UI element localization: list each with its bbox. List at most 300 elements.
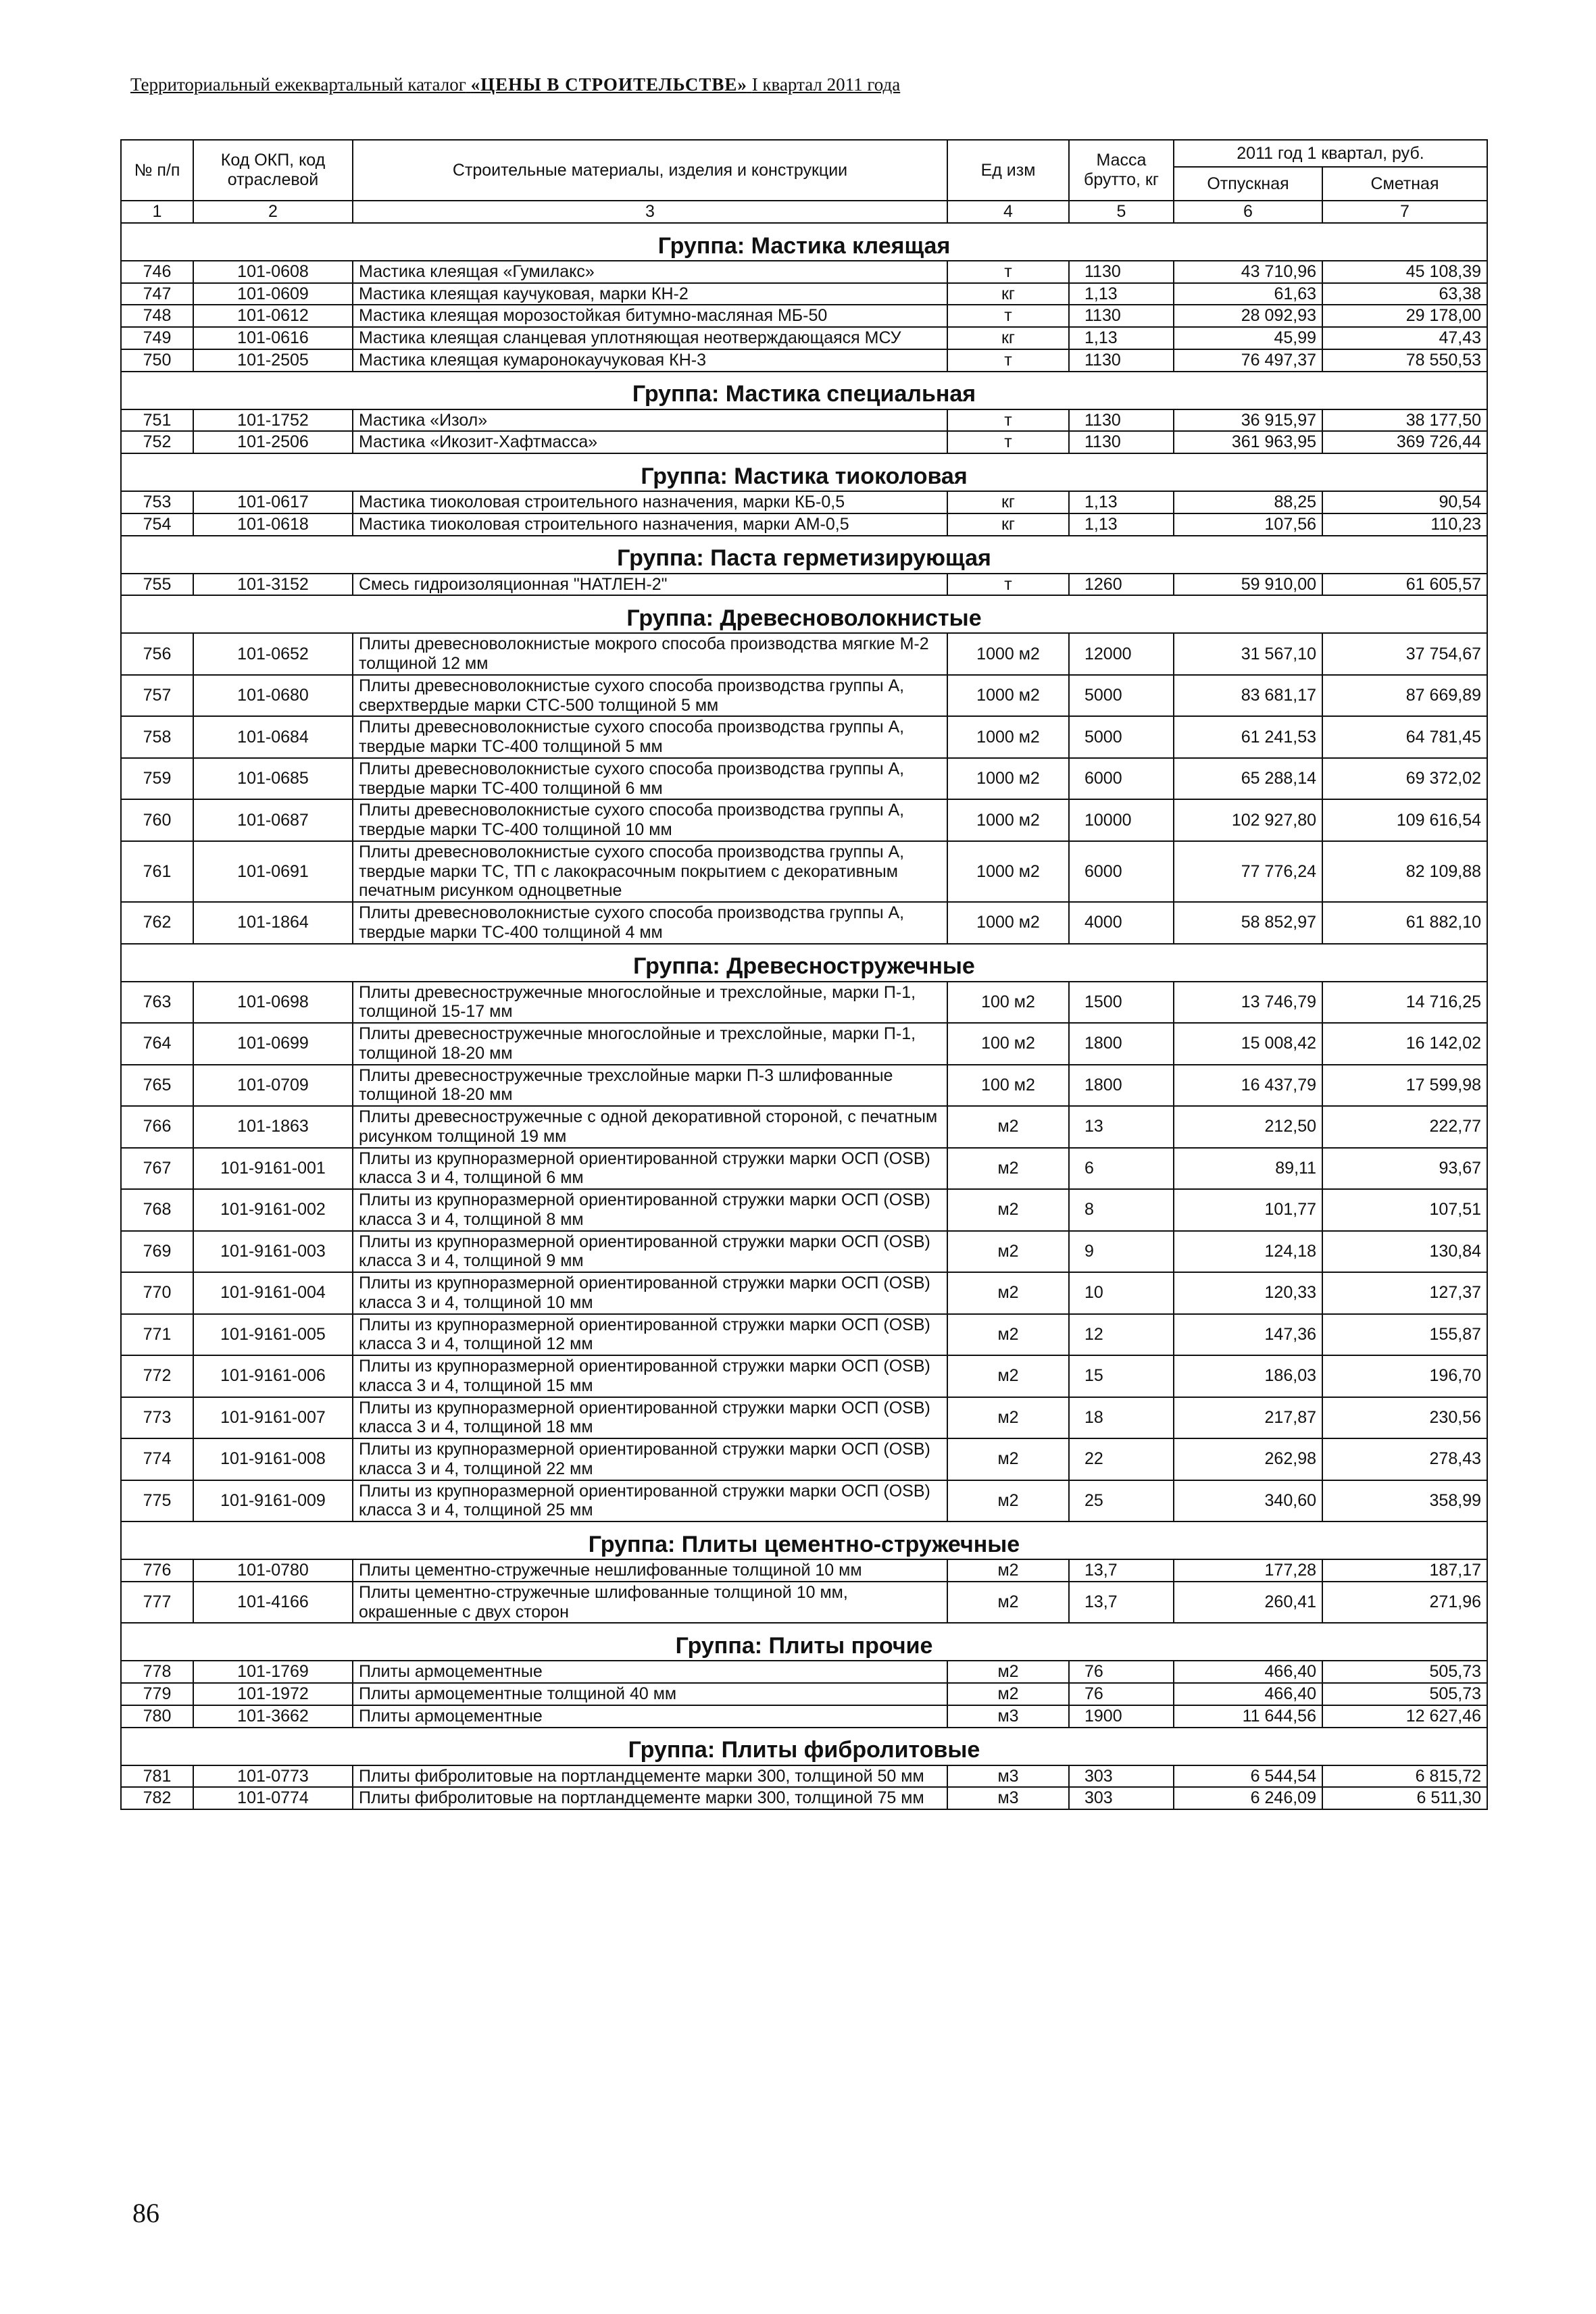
- estimate-price: 78 550,53: [1322, 349, 1487, 372]
- row-number: 761: [121, 841, 193, 902]
- okp-code: 101-3152: [193, 574, 353, 596]
- table-row: [121, 1272, 1487, 1314]
- material-name: Плиты древесноволокнистые сухого способа производства группы А, твердые марки ТС-400 толщиной 4 мм: [353, 902, 947, 944]
- table-row: [121, 633, 1487, 675]
- group-title: Группа: Плиты прочие: [121, 1623, 1487, 1661]
- col-header-code: Код ОКП, код отраслевой: [193, 140, 353, 201]
- release-price: 6 246,09: [1174, 1787, 1322, 1809]
- material-name: Мастика тиоколовая строительного назначения, марки КБ-0,5: [353, 491, 947, 513]
- table-row: [121, 1582, 1487, 1624]
- gross-mass: 1130: [1069, 305, 1174, 327]
- gross-mass: 303: [1069, 1765, 1174, 1788]
- okp-code: 101-9161-006: [193, 1355, 353, 1397]
- material-name: Мастика тиоколовая строительного назначения, марки АМ-0,5: [353, 513, 947, 536]
- material-name: Мастика «Изол»: [353, 409, 947, 432]
- estimate-price: 196,70: [1322, 1355, 1487, 1397]
- estimate-price: 87 669,89: [1322, 675, 1487, 717]
- table-row: [121, 1106, 1487, 1148]
- unit: м2: [947, 1397, 1069, 1439]
- okp-code: 101-9161-005: [193, 1314, 353, 1356]
- material-name: Мастика клеящая «Гумилакс»: [353, 261, 947, 283]
- gross-mass: 1,13: [1069, 283, 1174, 305]
- estimate-price: 271,96: [1322, 1582, 1487, 1624]
- gross-mass: 13: [1069, 1106, 1174, 1148]
- row-number: 752: [121, 431, 193, 453]
- okp-code: 101-4166: [193, 1582, 353, 1624]
- unit: м3: [947, 1787, 1069, 1809]
- gross-mass: 1800: [1069, 1065, 1174, 1107]
- estimate-price: 278,43: [1322, 1438, 1487, 1480]
- table-row: [121, 1661, 1487, 1683]
- row-number: 754: [121, 513, 193, 536]
- estimate-price: 6 815,72: [1322, 1765, 1487, 1788]
- row-number: 776: [121, 1559, 193, 1582]
- material-name: Плиты армоцементные: [353, 1705, 947, 1728]
- row-number: 768: [121, 1189, 193, 1231]
- row-number: 782: [121, 1787, 193, 1809]
- gross-mass: 1130: [1069, 261, 1174, 283]
- okp-code: 101-0699: [193, 1023, 353, 1065]
- unit: м2: [947, 1314, 1069, 1356]
- table-row: [121, 409, 1487, 432]
- material-name: Плиты из крупноразмерной ориентированной стружки марки ОСП (OSB) класса 3 и 4, толщиной 25 мм: [353, 1480, 947, 1522]
- gross-mass: 10000: [1069, 799, 1174, 841]
- unit: кг: [947, 327, 1069, 349]
- okp-code: 101-0774: [193, 1787, 353, 1809]
- group-header-row: [121, 1623, 1487, 1661]
- unit: кг: [947, 283, 1069, 305]
- release-price: 147,36: [1174, 1314, 1322, 1356]
- table-row: [121, 283, 1487, 305]
- okp-code: 101-0608: [193, 261, 353, 283]
- gross-mass: 10: [1069, 1272, 1174, 1314]
- release-price: 15 008,42: [1174, 1023, 1322, 1065]
- material-name: Плиты из крупноразмерной ориентированной стружки марки ОСП (OSB) класса 3 и 4, толщиной 8 мм: [353, 1189, 947, 1231]
- page-header: [130, 74, 1448, 95]
- material-name: Плиты древесностружечные многослойные и трехслойные, марки П-1, толщиной 18-20 мм: [353, 1023, 947, 1065]
- table-row: [121, 1189, 1487, 1231]
- okp-code: 101-0617: [193, 491, 353, 513]
- unit: т: [947, 431, 1069, 453]
- release-price: 28 092,93: [1174, 305, 1322, 327]
- row-number: 757: [121, 675, 193, 717]
- gross-mass: 1130: [1069, 349, 1174, 372]
- column-number: 3: [353, 201, 947, 223]
- unit: 1000 м2: [947, 799, 1069, 841]
- release-price: 466,40: [1174, 1661, 1322, 1683]
- release-price: 45,99: [1174, 327, 1322, 349]
- gross-mass: 303: [1069, 1787, 1174, 1809]
- gross-mass: 18: [1069, 1397, 1174, 1439]
- okp-code: 101-0773: [193, 1765, 353, 1788]
- okp-code: 101-0616: [193, 327, 353, 349]
- group-title: Группа: Паста герметизирующая: [121, 536, 1487, 574]
- table-row: [121, 1559, 1487, 1582]
- release-price: 61 241,53: [1174, 716, 1322, 758]
- unit: м2: [947, 1559, 1069, 1582]
- unit: 1000 м2: [947, 675, 1069, 717]
- unit: кг: [947, 513, 1069, 536]
- gross-mass: 1800: [1069, 1023, 1174, 1065]
- header-prefix: Территориальный ежеквартальный каталог: [130, 74, 466, 95]
- material-name: Плиты древесноволокнистые сухого способа производства группы А, твердые марки ТС-400 толщиной 5 мм: [353, 716, 947, 758]
- release-price: 11 644,56: [1174, 1705, 1322, 1728]
- material-name: Мастика клеящая каучуковая, марки КН-2: [353, 283, 947, 305]
- gross-mass: 13,7: [1069, 1582, 1174, 1624]
- row-number: 751: [121, 409, 193, 432]
- row-number: 758: [121, 716, 193, 758]
- gross-mass: 1,13: [1069, 491, 1174, 513]
- group-title: Группа: Мастика клеящая: [121, 223, 1487, 261]
- okp-code: 101-0652: [193, 633, 353, 675]
- group-title: Группа: Плиты фибролитовые: [121, 1728, 1487, 1765]
- table-row: [121, 675, 1487, 717]
- table-row: [121, 1480, 1487, 1522]
- release-price: 88,25: [1174, 491, 1322, 513]
- group-header-row: [121, 1521, 1487, 1559]
- unit: 1000 м2: [947, 716, 1069, 758]
- unit: м3: [947, 1765, 1069, 1788]
- okp-code: 101-9161-004: [193, 1272, 353, 1314]
- estimate-price: 64 781,45: [1322, 716, 1487, 758]
- estimate-price: 187,17: [1322, 1559, 1487, 1582]
- table-row: [121, 841, 1487, 902]
- col-header-name: Строительные материалы, изделия и конструкции: [353, 140, 947, 201]
- estimate-price: 127,37: [1322, 1272, 1487, 1314]
- release-price: 31 567,10: [1174, 633, 1322, 675]
- release-price: 260,41: [1174, 1582, 1322, 1624]
- okp-code: 101-2505: [193, 349, 353, 372]
- row-number: 773: [121, 1397, 193, 1439]
- material-name: Плиты древесностружечные многослойные и трехслойные, марки П-1, толщиной 15-17 мм: [353, 982, 947, 1024]
- unit: т: [947, 261, 1069, 283]
- material-name: Плиты из крупноразмерной ориентированной стружки марки ОСП (OSB) класса 3 и 4, толщиной 6 мм: [353, 1148, 947, 1190]
- okp-code: 101-0618: [193, 513, 353, 536]
- unit: 1000 м2: [947, 902, 1069, 944]
- estimate-price: 505,73: [1322, 1661, 1487, 1683]
- unit: м2: [947, 1582, 1069, 1624]
- release-price: 102 927,80: [1174, 799, 1322, 841]
- okp-code: 101-0612: [193, 305, 353, 327]
- gross-mass: 1900: [1069, 1705, 1174, 1728]
- gross-mass: 25: [1069, 1480, 1174, 1522]
- row-number: 767: [121, 1148, 193, 1190]
- okp-code: 101-1972: [193, 1683, 353, 1705]
- okp-code: 101-9161-007: [193, 1397, 353, 1439]
- unit: м2: [947, 1231, 1069, 1273]
- row-number: 746: [121, 261, 193, 283]
- table-body: [121, 223, 1487, 1809]
- table-row: [121, 758, 1487, 800]
- group-header-row: [121, 223, 1487, 261]
- estimate-price: 45 108,39: [1322, 261, 1487, 283]
- row-number: 755: [121, 574, 193, 596]
- table-row: [121, 902, 1487, 944]
- column-number: 7: [1322, 201, 1487, 223]
- row-number: 763: [121, 982, 193, 1024]
- okp-code: 101-2506: [193, 431, 353, 453]
- material-name: Мастика «Икозит-Хафтмасса»: [353, 431, 947, 453]
- table-row: [121, 716, 1487, 758]
- material-name: Мастика клеящая морозостойкая битумно-масляная МБ-50: [353, 305, 947, 327]
- unit: м2: [947, 1148, 1069, 1190]
- gross-mass: 6: [1069, 1148, 1174, 1190]
- okp-code: 101-9161-008: [193, 1438, 353, 1480]
- gross-mass: 8: [1069, 1189, 1174, 1231]
- table-row: [121, 349, 1487, 372]
- table-row: [121, 261, 1487, 283]
- estimate-price: 110,23: [1322, 513, 1487, 536]
- estimate-price: 230,56: [1322, 1397, 1487, 1439]
- estimate-price: 6 511,30: [1322, 1787, 1487, 1809]
- okp-code: 101-3662: [193, 1705, 353, 1728]
- page-number: 86: [132, 2198, 159, 2228]
- unit: 1000 м2: [947, 841, 1069, 902]
- release-price: 177,28: [1174, 1559, 1322, 1582]
- release-price: 76 497,37: [1174, 349, 1322, 372]
- table-row: [121, 1787, 1487, 1809]
- estimate-price: 61 882,10: [1322, 902, 1487, 944]
- unit: 100 м2: [947, 1023, 1069, 1065]
- release-price: 77 776,24: [1174, 841, 1322, 902]
- row-number: 769: [121, 1231, 193, 1273]
- gross-mass: 1500: [1069, 982, 1174, 1024]
- header-title: «ЦЕНЫ В СТРОИТЕЛЬСТВЕ»: [470, 74, 747, 95]
- estimate-price: 107,51: [1322, 1189, 1487, 1231]
- table-row: [121, 327, 1487, 349]
- okp-code: 101-0685: [193, 758, 353, 800]
- material-name: Плиты древесноволокнистые мокрого способа производства мягкие М-2 толщиной 12 мм: [353, 633, 947, 675]
- group-header-row: [121, 536, 1487, 574]
- table-row: [121, 305, 1487, 327]
- okp-code: 101-0609: [193, 283, 353, 305]
- release-price: 262,98: [1174, 1438, 1322, 1480]
- estimate-price: 90,54: [1322, 491, 1487, 513]
- row-number: 749: [121, 327, 193, 349]
- gross-mass: 1130: [1069, 409, 1174, 432]
- material-name: Мастика клеящая сланцевая уплотняющая неотверждающаяся МСУ: [353, 327, 947, 349]
- unit: кг: [947, 491, 1069, 513]
- table-row: [121, 431, 1487, 453]
- unit: т: [947, 574, 1069, 596]
- table-row: [121, 1355, 1487, 1397]
- okp-code: 101-0680: [193, 675, 353, 717]
- col-header-estimate: Сметная: [1322, 167, 1487, 201]
- group-header-row: [121, 1728, 1487, 1765]
- estimate-price: 82 109,88: [1322, 841, 1487, 902]
- row-number: 750: [121, 349, 193, 372]
- release-price: 89,11: [1174, 1148, 1322, 1190]
- table-row: [121, 1397, 1487, 1439]
- col-header-price: Отпускная: [1174, 167, 1322, 201]
- material-name: Плиты из крупноразмерной ориентированной стружки марки ОСП (OSB) класса 3 и 4, толщиной 10 мм: [353, 1272, 947, 1314]
- okp-code: 101-9161-003: [193, 1231, 353, 1273]
- estimate-price: 69 372,02: [1322, 758, 1487, 800]
- unit: 100 м2: [947, 982, 1069, 1024]
- material-name: Плиты древесноволокнистые сухого способа производства группы А, сверхтвердые марки СТС-500 толщиной 5 мм: [353, 675, 947, 717]
- table-row: [121, 799, 1487, 841]
- table-row: [121, 491, 1487, 513]
- estimate-price: 37 754,67: [1322, 633, 1487, 675]
- estimate-price: 93,67: [1322, 1148, 1487, 1190]
- estimate-price: 63,38: [1322, 283, 1487, 305]
- material-name: Плиты из крупноразмерной ориентированной стружки марки ОСП (OSB) класса 3 и 4, толщиной 9 мм: [353, 1231, 947, 1273]
- estimate-price: 358,99: [1322, 1480, 1487, 1522]
- header-suffix: I квартал 2011 года: [751, 74, 901, 95]
- material-name: Плиты из крупноразмерной ориентированной стружки марки ОСП (OSB) класса 3 и 4, толщиной 12 мм: [353, 1314, 947, 1356]
- material-name: Плиты из крупноразмерной ориентированной стружки марки ОСП (OSB) класса 3 и 4, толщиной 22 мм: [353, 1438, 947, 1480]
- group-header-row: [121, 595, 1487, 633]
- gross-mass: 6000: [1069, 758, 1174, 800]
- gross-mass: 76: [1069, 1661, 1174, 1683]
- okp-code: 101-9161-001: [193, 1148, 353, 1190]
- release-price: 13 746,79: [1174, 982, 1322, 1024]
- material-name: Смесь гидроизоляционная "НАТЛЕН-2": [353, 574, 947, 596]
- row-number: 770: [121, 1272, 193, 1314]
- unit: м2: [947, 1189, 1069, 1231]
- column-number: 2: [193, 201, 353, 223]
- unit: м2: [947, 1438, 1069, 1480]
- estimate-price: 222,77: [1322, 1106, 1487, 1148]
- release-price: 43 710,96: [1174, 261, 1322, 283]
- release-price: 361 963,95: [1174, 431, 1322, 453]
- row-number: 764: [121, 1023, 193, 1065]
- okp-code: 101-9161-009: [193, 1480, 353, 1522]
- release-price: 83 681,17: [1174, 675, 1322, 717]
- row-number: 775: [121, 1480, 193, 1522]
- estimate-price: 16 142,02: [1322, 1023, 1487, 1065]
- col-header-period: 2011 год 1 квартал, руб.: [1174, 140, 1487, 167]
- material-name: Плиты древесноволокнистые сухого способа производства группы А, твердые марки ТС-400 толщиной 10 мм: [353, 799, 947, 841]
- table-row: [121, 1683, 1487, 1705]
- unit: 100 м2: [947, 1065, 1069, 1107]
- okp-code: 101-1769: [193, 1661, 353, 1683]
- unit: м3: [947, 1705, 1069, 1728]
- table-row: [121, 1438, 1487, 1480]
- row-number: 778: [121, 1661, 193, 1683]
- row-number: 765: [121, 1065, 193, 1107]
- row-number: 779: [121, 1683, 193, 1705]
- estimate-price: 369 726,44: [1322, 431, 1487, 453]
- estimate-price: 155,87: [1322, 1314, 1487, 1356]
- material-name: Плиты древесноволокнистые сухого способа производства группы А, твердые марки ТС-400 толщиной 6 мм: [353, 758, 947, 800]
- row-number: 772: [121, 1355, 193, 1397]
- material-name: Плиты цементно-стружечные шлифованные толщиной 10 мм, окрашенные с двух сторон: [353, 1582, 947, 1624]
- table-row: [121, 1314, 1487, 1356]
- column-number: 6: [1174, 201, 1322, 223]
- material-name: Плиты древесноволокнистые сухого способа производства группы А, твердые марки ТС, ТП с лакокрасочным покрытием с декоративным печатным рисунком одноцветные: [353, 841, 947, 902]
- row-number: 748: [121, 305, 193, 327]
- table-row: [121, 1705, 1487, 1728]
- okp-code: 101-1863: [193, 1106, 353, 1148]
- release-price: 186,03: [1174, 1355, 1322, 1397]
- col-header-unit: Ед изм: [947, 140, 1069, 201]
- estimate-price: 38 177,50: [1322, 409, 1487, 432]
- material-name: Плиты фибролитовые на портландцементе марки 300, толщиной 75 мм: [353, 1787, 947, 1809]
- row-number: 781: [121, 1765, 193, 1788]
- gross-mass: 13,7: [1069, 1559, 1174, 1582]
- row-number: 759: [121, 758, 193, 800]
- group-header-row: [121, 944, 1487, 982]
- row-number: 774: [121, 1438, 193, 1480]
- unit: м2: [947, 1106, 1069, 1148]
- estimate-price: 130,84: [1322, 1231, 1487, 1273]
- unit: т: [947, 409, 1069, 432]
- gross-mass: 22: [1069, 1438, 1174, 1480]
- gross-mass: 1,13: [1069, 513, 1174, 536]
- table-row: [121, 513, 1487, 536]
- okp-code: 101-0709: [193, 1065, 353, 1107]
- okp-code: 101-0687: [193, 799, 353, 841]
- table-row: [121, 1065, 1487, 1107]
- row-number: 766: [121, 1106, 193, 1148]
- okp-code: 101-1752: [193, 409, 353, 432]
- table-row: [121, 982, 1487, 1024]
- material-name: Плиты армоцементные: [353, 1661, 947, 1683]
- unit: 1000 м2: [947, 758, 1069, 800]
- gross-mass: 9: [1069, 1231, 1174, 1273]
- table-row: [121, 1765, 1487, 1788]
- table-row: [121, 1231, 1487, 1273]
- okp-code: 101-0698: [193, 982, 353, 1024]
- gross-mass: 5000: [1069, 675, 1174, 717]
- release-price: 16 437,79: [1174, 1065, 1322, 1107]
- release-price: 58 852,97: [1174, 902, 1322, 944]
- row-number: 760: [121, 799, 193, 841]
- estimate-price: 29 178,00: [1322, 305, 1487, 327]
- row-number: 777: [121, 1582, 193, 1624]
- release-price: 466,40: [1174, 1683, 1322, 1705]
- release-price: 212,50: [1174, 1106, 1322, 1148]
- group-title: Группа: Мастика тиоколовая: [121, 453, 1487, 491]
- column-number: 4: [947, 201, 1069, 223]
- unit: м2: [947, 1683, 1069, 1705]
- material-name: Мастика клеящая кумаронокаучуковая КН-3: [353, 349, 947, 372]
- catalog-table: [120, 139, 1488, 1810]
- gross-mass: 1,13: [1069, 327, 1174, 349]
- row-number: 780: [121, 1705, 193, 1728]
- release-price: 59 910,00: [1174, 574, 1322, 596]
- release-price: 36 915,97: [1174, 409, 1322, 432]
- gross-mass: 12: [1069, 1314, 1174, 1356]
- row-number: 762: [121, 902, 193, 944]
- unit: 1000 м2: [947, 633, 1069, 675]
- material-name: Плиты из крупноразмерной ориентированной стружки марки ОСП (OSB) класса 3 и 4, толщиной 18 мм: [353, 1397, 947, 1439]
- gross-mass: 5000: [1069, 716, 1174, 758]
- gross-mass: 4000: [1069, 902, 1174, 944]
- release-price: 101,77: [1174, 1189, 1322, 1231]
- release-price: 6 544,54: [1174, 1765, 1322, 1788]
- unit: м2: [947, 1272, 1069, 1314]
- release-price: 107,56: [1174, 513, 1322, 536]
- okp-code: 101-0684: [193, 716, 353, 758]
- gross-mass: 12000: [1069, 633, 1174, 675]
- row-number: 771: [121, 1314, 193, 1356]
- estimate-price: 505,73: [1322, 1683, 1487, 1705]
- material-name: Плиты цементно-стружечные нешлифованные толщиной 10 мм: [353, 1559, 947, 1582]
- column-number: 1: [121, 201, 193, 223]
- table-header: [121, 140, 1487, 223]
- release-price: 61,63: [1174, 283, 1322, 305]
- group-title: Группа: Мастика специальная: [121, 372, 1487, 409]
- group-header-row: [121, 372, 1487, 409]
- unit: т: [947, 305, 1069, 327]
- gross-mass: 15: [1069, 1355, 1174, 1397]
- col-header-num: № п/п: [121, 140, 193, 201]
- material-name: Плиты из крупноразмерной ориентированной стружки марки ОСП (OSB) класса 3 и 4, толщиной 15 мм: [353, 1355, 947, 1397]
- estimate-price: 109 616,54: [1322, 799, 1487, 841]
- column-number: 5: [1069, 201, 1174, 223]
